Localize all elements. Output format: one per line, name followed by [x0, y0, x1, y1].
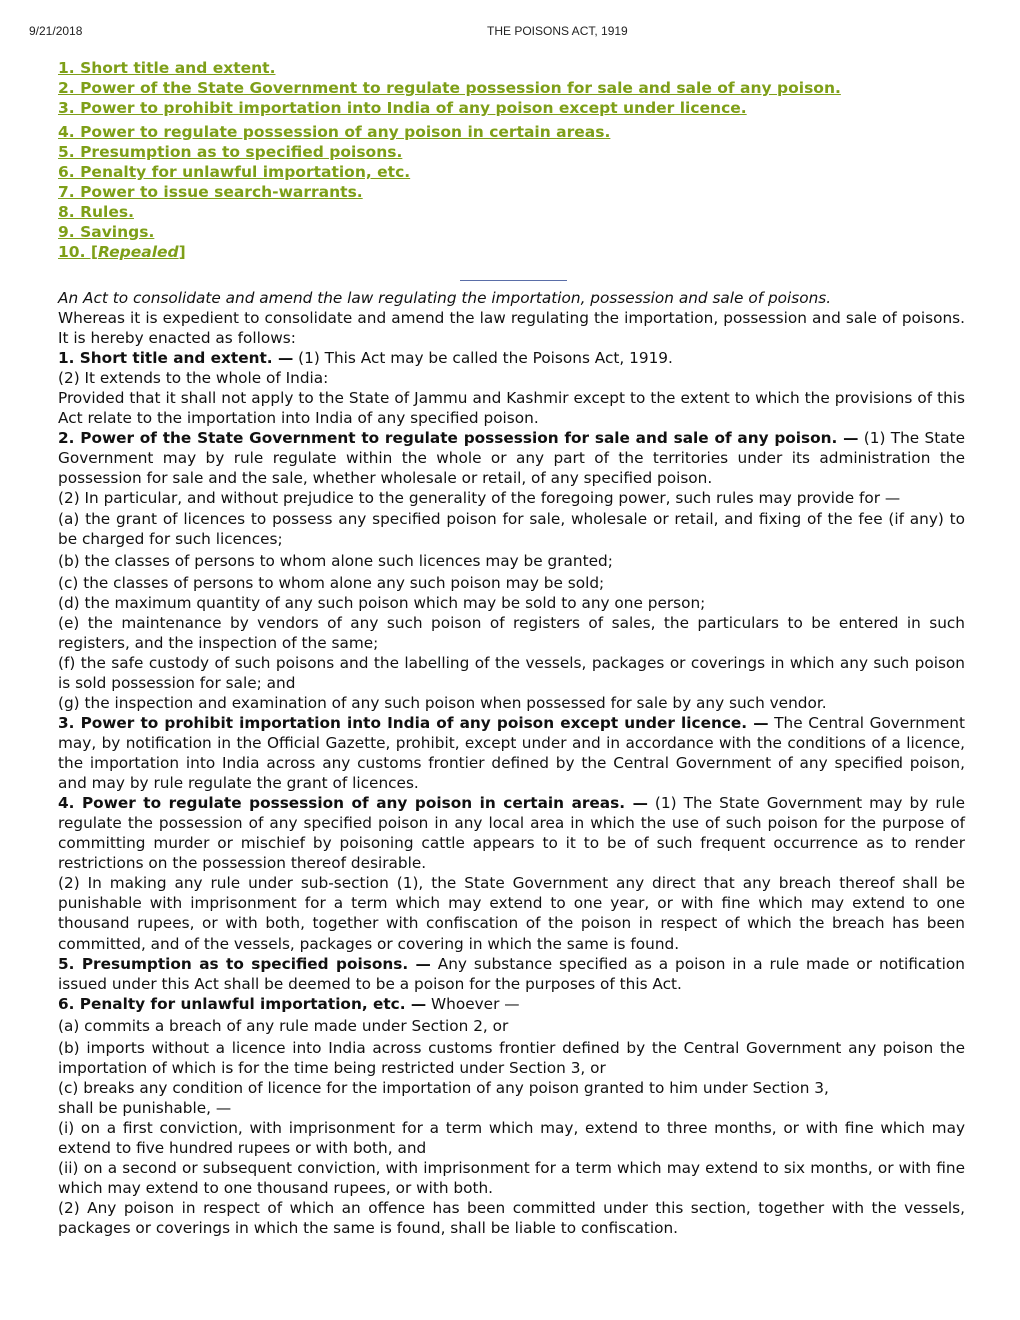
toc-link-10-repealed: Repealed: [97, 243, 179, 261]
toc-link-5[interactable]: 5. Presumption as to specified poisons.: [58, 143, 403, 161]
section-6-2: (2) Any poison in respect of which an offence has been committed under this section, together with the vessels, packages or coverings in which the same is found, shall be liable to confiscation.: [58, 1199, 965, 1238]
section-6-ii: (ii) on a second or subsequent conviction, with imprisonment for a term which may extend to six months, or with fine which may extend to one thousand rupees, or with both.: [58, 1159, 965, 1198]
section-4-1: (1) The State Government may by rule regulate the possession of any specified poison in any local area in which the use of such poison for the purpose of committing murder or mischief by poisoning cattle appears to it to be of such frequent occurrence as to render restrictions on the possession thereof desirable.: [58, 794, 965, 873]
section-5: [58, 954, 965, 994]
print-date: 9/21/2018: [29, 24, 83, 38]
section-2-c: (c) the classes of persons to whom alone any such poison may be sold;: [58, 573, 605, 592]
toc-link-8[interactable]: 8. Rules.: [58, 203, 134, 221]
section-6-i: (i) on a first conviction, with imprisonment for a term which may, extend to three months, or with fine which may extend to five hundred rupees or with both, and: [58, 1118, 965, 1157]
section-2-1: (1) The State Government may by rule regulate within the whole or any part of the territories under its administration the possession for sale and the sale, whether wholesale or retail, of any specified poison.: [58, 429, 965, 488]
section-2-b: (b) the classes of persons to whom alone such licences may be granted;: [58, 551, 613, 570]
page-header: [0, 24, 1020, 40]
section-3-heading: 3. Power to prohibit importation into India of any poison except under licence. —: [58, 713, 769, 732]
long-title: An Act to consolidate and amend the law regulating the importation, possession and sale of poisons.: [58, 289, 832, 307]
section-2-heading: 2. Power of the State Government to regulate possession for sale and sale of any poison. —: [58, 429, 859, 448]
section-2-d: (d) the maximum quantity of any such poison which may be sold to any one person;: [58, 593, 706, 612]
toc-link-6[interactable]: 6. Penalty for unlawful importation, etc.: [58, 163, 411, 181]
toc-link-9[interactable]: 9. Savings.: [58, 223, 155, 241]
section-6-a: (a) commits a breach of any rule made under Section 2, or: [58, 1016, 509, 1035]
toc-link-4[interactable]: 4. Power to regulate possession of any poison in certain areas.: [58, 123, 611, 141]
section-4-2: (2) In making any rule under sub-section (1), the State Government any direct that any breach thereof shall be punishable with imprisonment for a term which may extend to one year, or with fine which may extend to one thousand rupees, or with both, together with confiscation of the poison in respect of which the breach has been committed, and of the vessels, packages or covering in which the same is found.: [58, 874, 965, 953]
section-3: [58, 713, 965, 793]
section-5-text: Any substance specified as a poison in a rule made or notification issued under this Act shall be deemed to be a poison for the purposes of this Act.: [58, 954, 965, 993]
preamble: Whereas it is expedient to consolidate and amend the law regulating the importation, possession and sale of poisons. It is hereby enacted as follows:: [58, 309, 965, 348]
toc-link-7[interactable]: 7. Power to issue search-warrants.: [58, 183, 363, 201]
toc-link-10-suffix: ]: [178, 243, 186, 261]
table-of-contents: [58, 58, 965, 262]
section-5-heading: 5. Presumption as to specified poisons. —: [58, 954, 431, 973]
section-2-2: (2) In particular, and without prejudice to the generality of the foregoing power, such rules may provide for —: [58, 489, 901, 508]
section-6-b: (b) imports without a licence into India across customs frontier defined by the Central Government any poison the importation of which is for the time being restricted under Section 3, or: [58, 1038, 965, 1077]
section-1-proviso: Provided that it shall not apply to the State of Jammu and Kashmir except to the extent to which the provisions of this Act relate to the importation into India of any specified poison.: [58, 389, 965, 428]
section-6-c: (c) breaks any condition of licence for the importation of any poison granted to him under Section 3,: [58, 1078, 829, 1097]
section-3-text: The Central Government may, by notification in the Official Gazette, prohibit, except under and in accordance with the conditions of a licence, the importation into India across any customs frontier defined by the Central Government of any specified poison, and may by rule regulate the grant of licences.: [58, 713, 965, 793]
section-2-f: (f) the safe custody of such poisons and the labelling of the vessels, packages or coverings in which any such poison is sold possession for sale; and: [58, 653, 965, 692]
section-4: [58, 793, 965, 873]
section-1-heading: 1. Short title and extent. —: [58, 349, 294, 368]
section-2: [58, 428, 965, 488]
section-2-a: (a) the grant of licences to possess any specified poison for sale, wholesale or retail, and fixing of the fee (if any) to be charged for such licences;: [58, 509, 965, 548]
section-2-g: (g) the inspection and examination of any such poison when possessed for sale by any such vendor.: [58, 693, 827, 712]
toc-link-10-prefix: 10. [: [58, 243, 98, 261]
section-4-heading: 4. Power to regulate possession of any poison in certain areas. —: [58, 794, 648, 813]
toc-link-3[interactable]: 3. Power to prohibit importation into India of any poison except under licence.: [58, 99, 747, 117]
section-6-text: Whoever —: [426, 994, 520, 1013]
section-1-1: (1) This Act may be called the Poisons Act, 1919.: [293, 349, 673, 368]
toc-link-1[interactable]: 1. Short title and extent.: [58, 59, 276, 77]
toc-link-2[interactable]: 2. Power of the State Government to regulate possession for sale and sale of any poison.: [58, 79, 841, 97]
section-1: [58, 348, 965, 368]
document-title: THE POISONS ACT, 1919: [487, 24, 628, 38]
section-2-e: (e) the maintenance by vendors of any such poison of registers of sales, the particulars to be entered in such registers, and the inspection of the same;: [58, 613, 965, 652]
document-content: [58, 58, 965, 1238]
section-1-2: (2) It extends to the whole of India:: [58, 369, 329, 388]
section-6-punishable: shall be punishable, —: [58, 1098, 232, 1117]
section-6-heading: 6. Penalty for unlawful importation, etc. —: [58, 994, 427, 1013]
toc-link-10[interactable]: [58, 242, 965, 262]
separator-rule: [460, 280, 567, 281]
section-6: [58, 994, 965, 1014]
